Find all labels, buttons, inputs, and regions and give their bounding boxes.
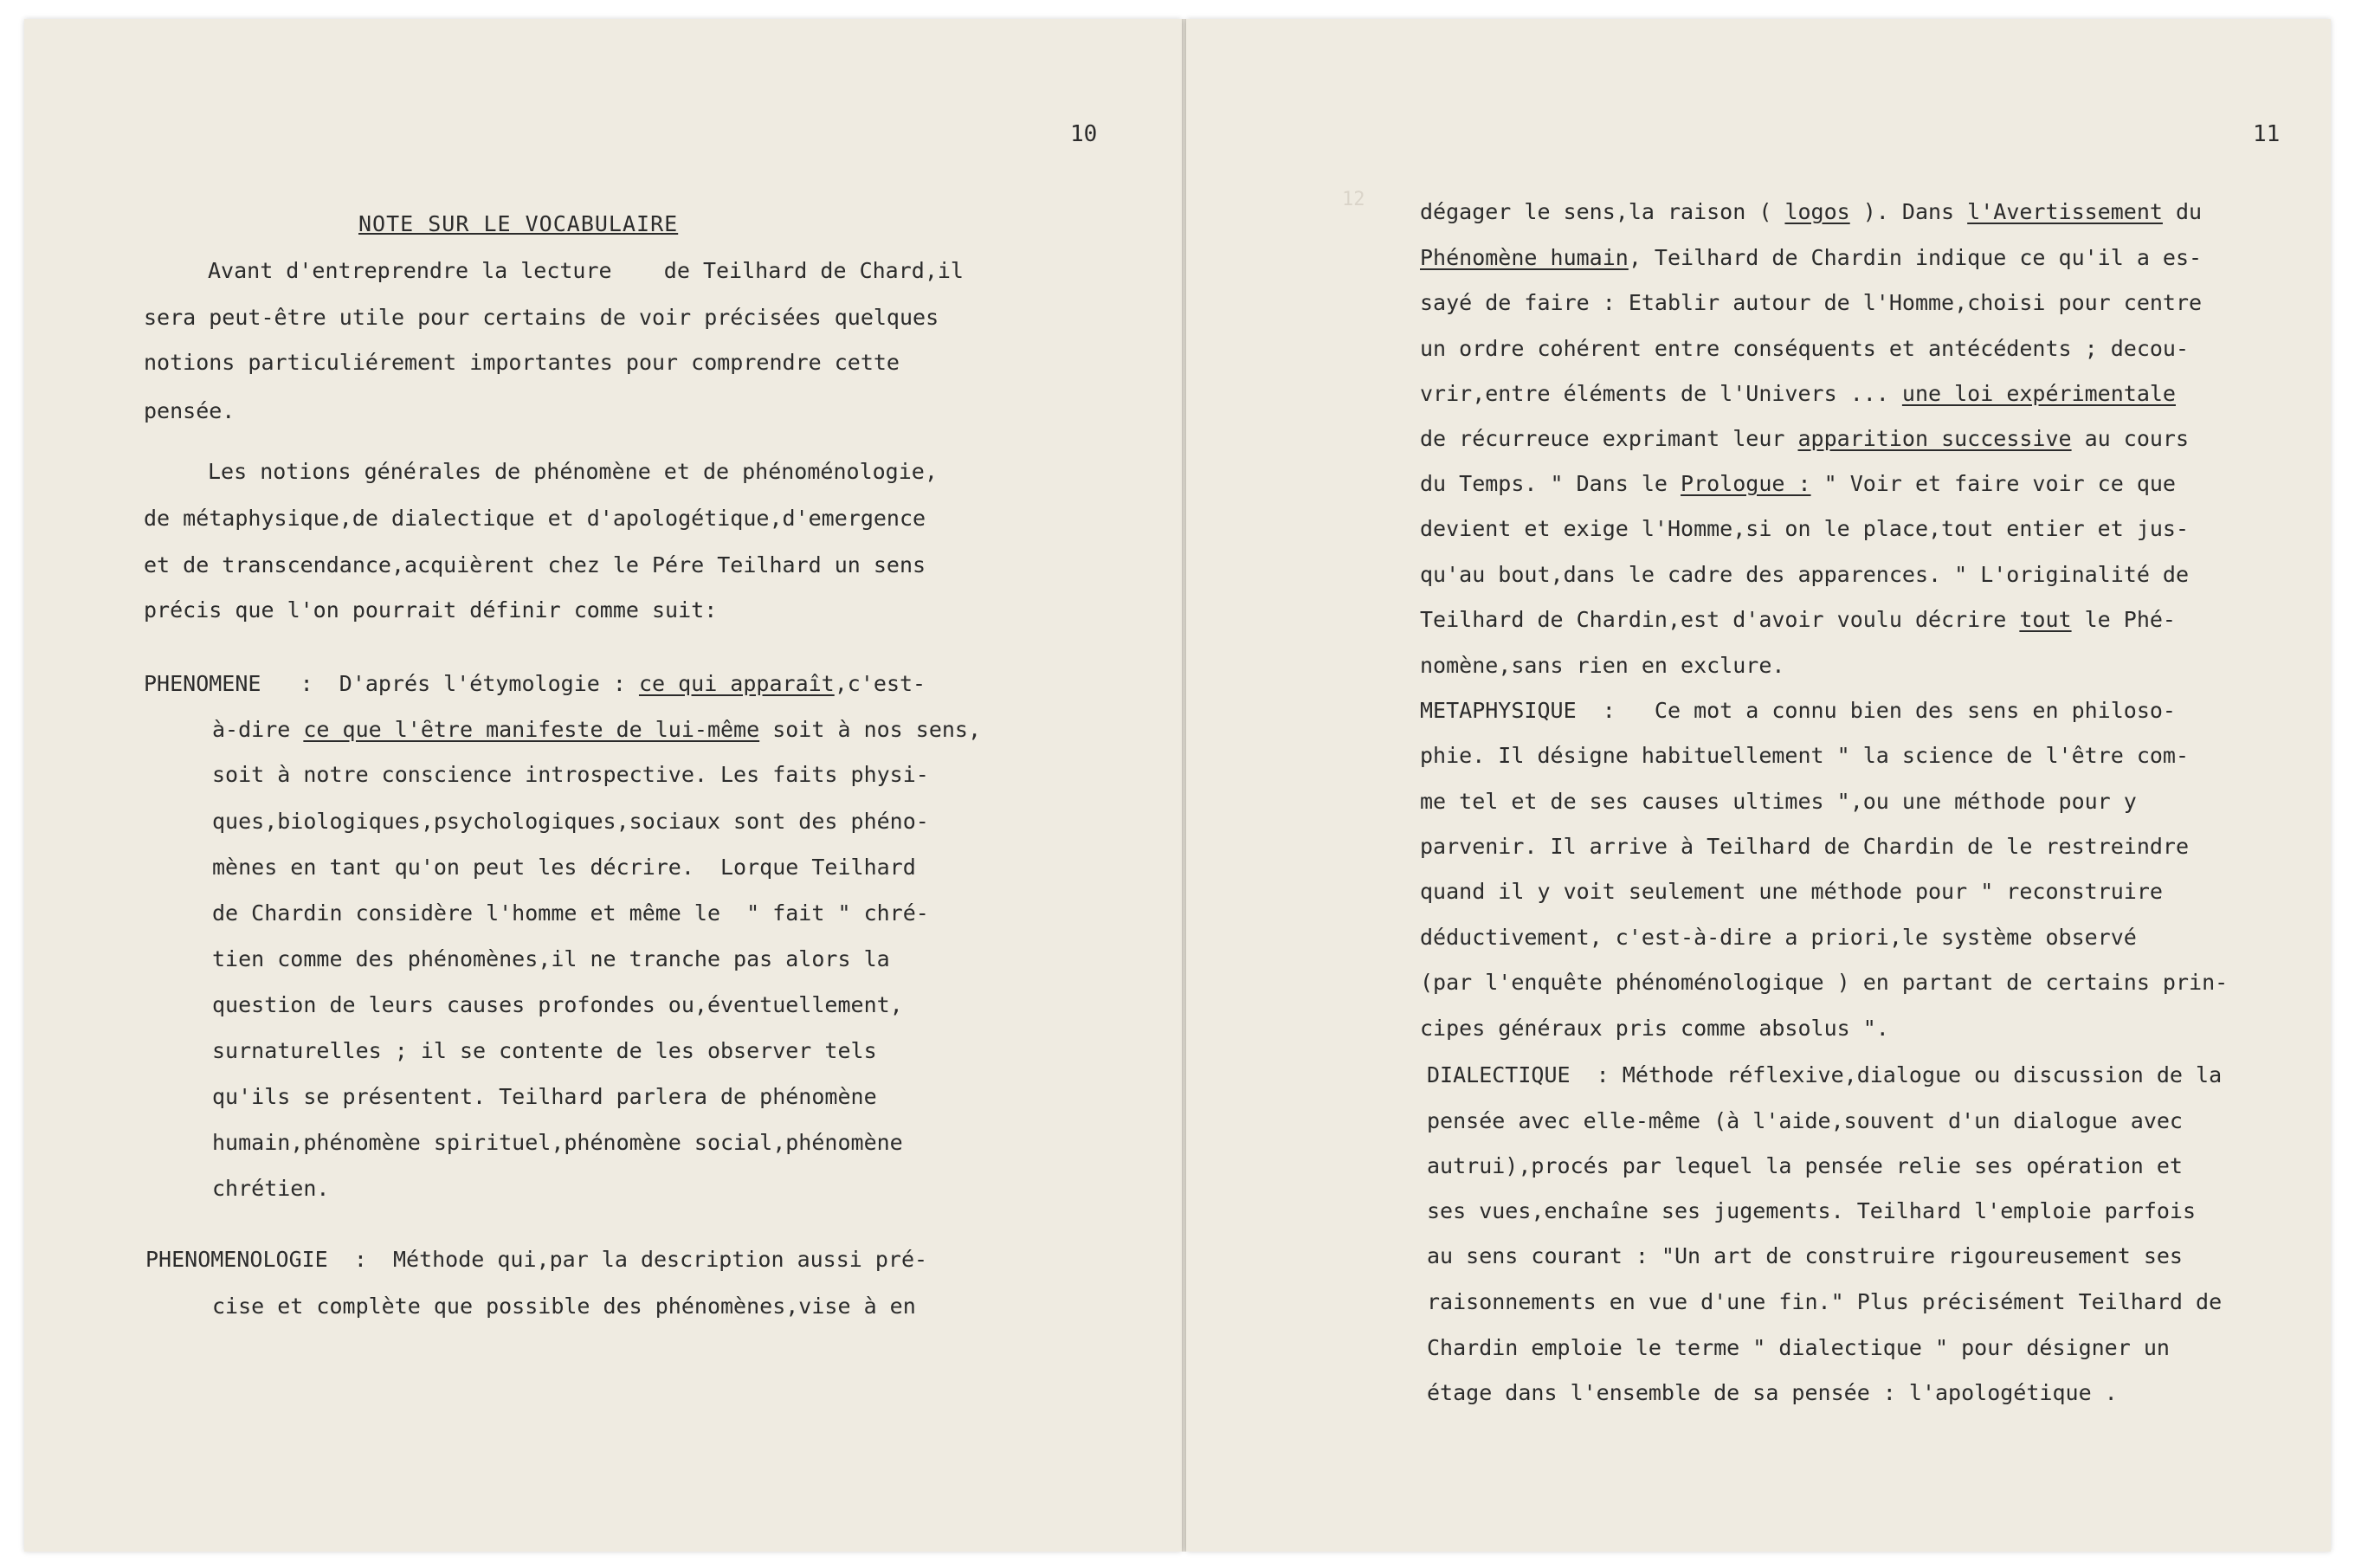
right-text-line: un ordre cohérent entre conséquents et antécédents ; decou- (1420, 336, 2190, 361)
right-page (1186, 19, 2331, 1552)
show-through-number: 12 (1342, 189, 1365, 210)
right-text-line: étage dans l'ensemble de sa pensée : l'apologétique . (1427, 1380, 2118, 1405)
section-title: NOTE SUR LE VOCABULAIRE (358, 211, 679, 236)
right-text-line: sayé de faire : Etablir autour de l'Homme,choisi pour centre (1420, 290, 2203, 315)
left-text-line: soit à notre conscience introspective. Les faits physi- (212, 762, 929, 787)
right-text-line: raisonnements en vue d'une fin." Plus précisément Teilhard de (1427, 1289, 2223, 1314)
left-text-line: sera peut-être utile pour certains de voir précisées quelques (144, 305, 939, 330)
right-text-line: METAPHYSIQUE : Ce mot a connu bien des sens en philoso- (1420, 698, 2176, 723)
right-text-line: Teilhard de Chardin,est d'avoir voulu décrire tout le Phé- (1420, 607, 2176, 632)
left-page (24, 19, 1182, 1552)
left-text-line: et de transcendance,acquièrent chez le Pére Teilhard un sens (144, 552, 926, 578)
left-text-line: Les notions générales de phénomène et de phénoménologie, (208, 459, 938, 484)
right-text-line: vrir,entre éléments de l'Univers ... une loi expérimentale (1420, 381, 2176, 406)
right-text-line: phie. Il désigne habituellement " la science de l'être com- (1420, 743, 2190, 768)
left-text-line: mènes en tant qu'on peut les décrire. Lorque Teilhard (212, 855, 916, 880)
left-text-line: surnaturelles ; il se contente de les observer tels (212, 1038, 877, 1063)
right-text-line: DIALECTIQUE : Méthode réflexive,dialogue ou discussion de la (1427, 1062, 2223, 1087)
right-text-line: déductivement, c'est-à-dire a priori,le système observé (1420, 925, 2137, 950)
right-text-line: quand il y voit seulement une méthode pour " reconstruire (1420, 879, 2163, 904)
right-text-line: du Temps. " Dans le Prologue : " Voir et faire voir ce que (1420, 471, 2176, 496)
left-text-line: notions particuliérement importantes pour comprendre cette (144, 350, 900, 375)
left-text-line: de métaphysique,de dialectique et d'apologétique,d'emergence (144, 506, 926, 531)
left-text-line: tien comme des phénomènes,il ne tranche pas alors la (212, 946, 890, 971)
left-text-line: PHENOMENE : D'aprés l'étymologie : ce qui apparaît,c'est- (144, 671, 926, 696)
right-text-line: me tel et de ses causes ultimes ",ou une méthode pour y (1420, 789, 2137, 814)
right-text-line: dégager le sens,la raison ( logos ). Dans l'Avertissement du (1420, 199, 2203, 224)
right-text-line: Chardin emploie le terme " dialectique " pour désigner un (1427, 1335, 2170, 1360)
left-text-line: question de leurs causes profondes ou,éventuellement, (212, 992, 903, 1017)
right-text-line: pensée avec elle-même (à l'aide,souvent d'un dialogue avec (1427, 1108, 2183, 1133)
page-number-right: 11 (2253, 121, 2281, 147)
left-text-line: précis que l'on pourrait définir comme suit: (144, 597, 718, 623)
left-text-line: cise et complète que possible des phénomènes,vise à en (212, 1294, 916, 1319)
right-text-line: qu'au bout,dans le cadre des apparences. " L'originalité de (1420, 562, 2190, 587)
left-text-line: qu'ils se présentent. Teilhard parlera de phénomène (212, 1084, 877, 1109)
right-text-line: devient et exige l'Homme,si on le place,tout entier et jus- (1420, 516, 2190, 541)
left-text-line: pensée. (144, 398, 236, 423)
left-text-line: ques,biologiques,psychologiques,sociaux sont des phéno- (212, 809, 929, 834)
right-text-line: ses vues,enchaîne ses jugements. Teilhard l'emploie parfois (1427, 1198, 2197, 1223)
left-text-line: Avant d'entreprendre la lecture de Teilhard de Chard,il (208, 258, 964, 283)
left-text-line: à-dire ce que l'ȇtre manifeste de lui-même soit à nos sens, (212, 717, 982, 742)
right-text-line: (par l'enquête phénoménologique ) en partant de certains prin- (1420, 970, 2229, 995)
page-number-left: 10 (1070, 121, 1098, 147)
left-text-line: humain,phénomène spirituel,phénomène social,phénomène (212, 1130, 903, 1155)
left-text-line: PHENOMENOLOGIE : Méthode qui,par la description aussi pré- (145, 1247, 928, 1272)
right-text-line: cipes généraux pris comme absolus ". (1420, 1016, 1889, 1041)
right-text-line: nomène,sans rien en exclure. (1420, 653, 1785, 678)
left-text-line: de Chardin considère l'homme et même le " fait " chré- (212, 900, 929, 926)
right-text-line: autrui),procés par lequel la pensée relie ses opération et (1427, 1153, 2183, 1178)
right-text-line: parvenir. Il arrive à Teilhard de Chardin de le restreindre (1420, 834, 2190, 859)
right-text-line: Phénomène humain, Teilhard de Chardin indique ce qu'il a es- (1420, 245, 2203, 270)
right-text-line: de récurreuce exprimant leur apparition successive au cours (1420, 426, 2190, 451)
left-text-line: chrétien. (212, 1176, 330, 1201)
right-text-line: au sens courant : "Un art de construire rigoureusement ses (1427, 1243, 2183, 1268)
